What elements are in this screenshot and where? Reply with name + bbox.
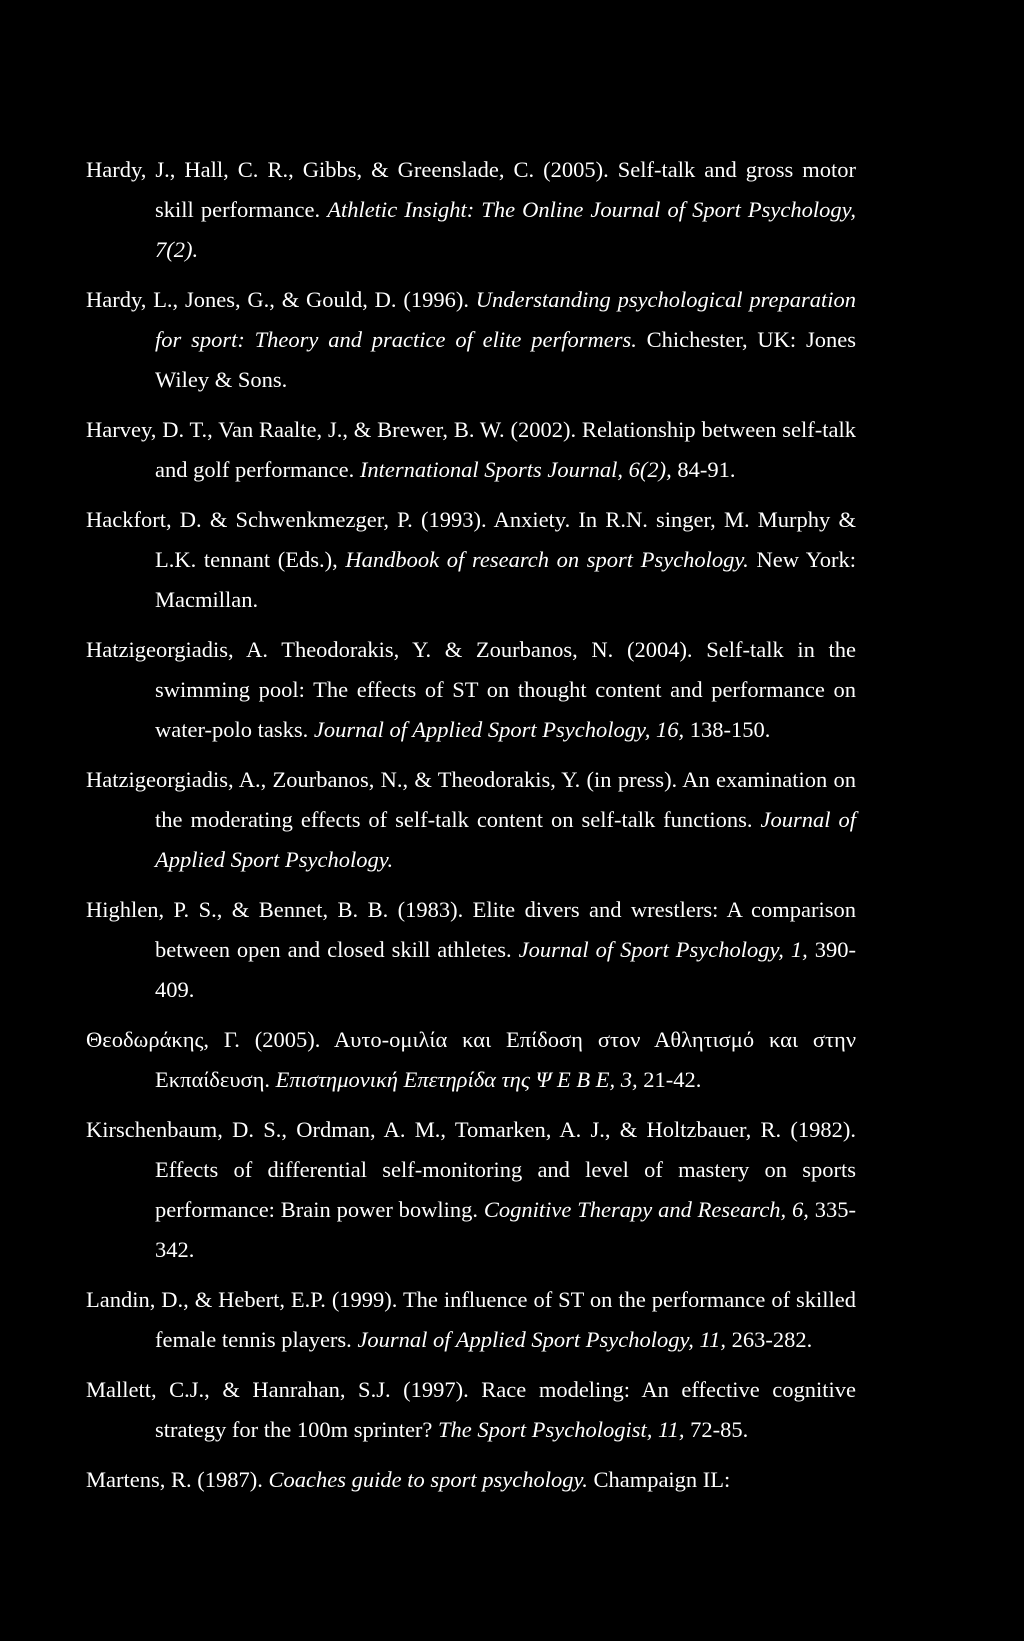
reference-source: Athletic Insight: The Online Journal of Sport Psychology, 7(2). <box>155 197 856 262</box>
reference-entry <box>86 1020 856 1100</box>
reference-source: Understanding psychological preparation for sport: Theory and practice of elite performers. <box>155 287 856 352</box>
reference-entry <box>86 410 856 490</box>
reference-source: Επιστημονική Επετηρίδα της Ψ Ε Β Ε, 3, <box>275 1067 638 1092</box>
reference-source: Coaches guide to sport psychology. <box>268 1467 588 1492</box>
reference-text-tail: 335-342. <box>155 1197 856 1262</box>
reference-text-tail: Champaign IL: <box>587 1467 731 1492</box>
reference-entry <box>86 630 856 750</box>
reference-entry <box>86 500 856 620</box>
reference-text-tail: Chichester, UK: Jones Wiley & Sons. <box>155 327 856 392</box>
reference-text: Θεοδωράκης, Γ. (2005). Αυτο-ομιλία και Επίδοση στον Αθλητισμό και στην Εκπαίδευση. <box>86 1027 856 1092</box>
reference-text: Hardy, J., Hall, C. R., Gibbs, & Greenslade, C. (2005). Self-talk and gross motor skill performance. <box>86 157 856 222</box>
reference-text: Mallett, C.J., & Hanrahan, S.J. (1997). Race modeling: An effective cognitive strategy for the 100m sprinter? <box>86 1377 856 1442</box>
reference-text: Hardy, L., Jones, G., & Gould, D. (1996). <box>86 287 476 312</box>
reference-text-tail: 390-409. <box>155 937 856 1002</box>
reference-entry <box>86 890 856 1010</box>
reference-entry <box>86 760 856 880</box>
reference-entry <box>86 1110 856 1270</box>
reference-list <box>86 150 856 1510</box>
reference-text: Harvey, D. T., Van Raalte, J., & Brewer, B. W. (2002). Relationship between self-talk and golf performance. <box>86 417 856 482</box>
reference-text: Highlen, P. S., & Bennet, B. B. (1983). Elite divers and wrestlers: A comparison between open and closed skill athletes. <box>86 897 856 962</box>
reference-entry <box>86 280 856 400</box>
reference-entry <box>86 150 856 270</box>
reference-text: Martens, R. (1987). <box>86 1467 269 1492</box>
reference-text-tail: 263-282. <box>725 1327 813 1352</box>
reference-source: Cognitive Therapy and Research, 6, <box>483 1197 809 1222</box>
reference-entry <box>86 1370 856 1450</box>
reference-entry <box>86 1460 856 1500</box>
reference-source: The Sport Psychologist, 11, <box>438 1417 685 1442</box>
reference-text: Hatzigeorgiadis, A., Zourbanos, N., & Theodorakis, Y. (in press). An examination on the moderating effects of self-talk content on self-talk functions. <box>86 767 856 832</box>
reference-source: International Sports Journal, 6(2), <box>359 457 672 482</box>
reference-text: Kirschenbaum, D. S., Ordman, A. M., Tomarken, A. J., & Holtzbauer, R. (1982). Effects of differential self-monitoring and level of mastery on sports performance: Brain power bowling. <box>86 1117 856 1222</box>
reference-source: Journal of Applied Sport Psychology, 11, <box>357 1327 726 1352</box>
reference-source: Handbook of research on sport Psychology. <box>345 547 749 572</box>
reference-text-tail: 72-85. <box>684 1417 749 1442</box>
reference-text-tail: 84-91. <box>671 457 736 482</box>
reference-source: Journal of Applied Sport Psychology. <box>155 807 856 872</box>
reference-text: Landin, D., & Hebert, E.P. (1999). The influence of ST on the performance of skilled female tennis players. <box>86 1287 856 1352</box>
reference-text: Hackfort, D. & Schwenkmezger, P. (1993). Anxiety. In R.N. singer, M. Murphy & L.K. tennant (Eds.), <box>86 507 856 572</box>
reference-text-tail: 21-42. <box>637 1067 702 1092</box>
reference-text-tail: New York: Macmillan. <box>155 547 856 612</box>
reference-text: Hatzigeorgiadis, A. Theodorakis, Y. & Zourbanos, N. (2004). Self-talk in the swimming pool: The effects of ST on thought content and performance on water-polo tasks. <box>86 637 856 742</box>
reference-text-tail: 138-150. <box>684 717 771 742</box>
reference-entry <box>86 1280 856 1360</box>
reference-source: Journal of Sport Psychology, 1, <box>518 937 808 962</box>
reference-source: Journal of Applied Sport Psychology, 16, <box>313 717 685 742</box>
